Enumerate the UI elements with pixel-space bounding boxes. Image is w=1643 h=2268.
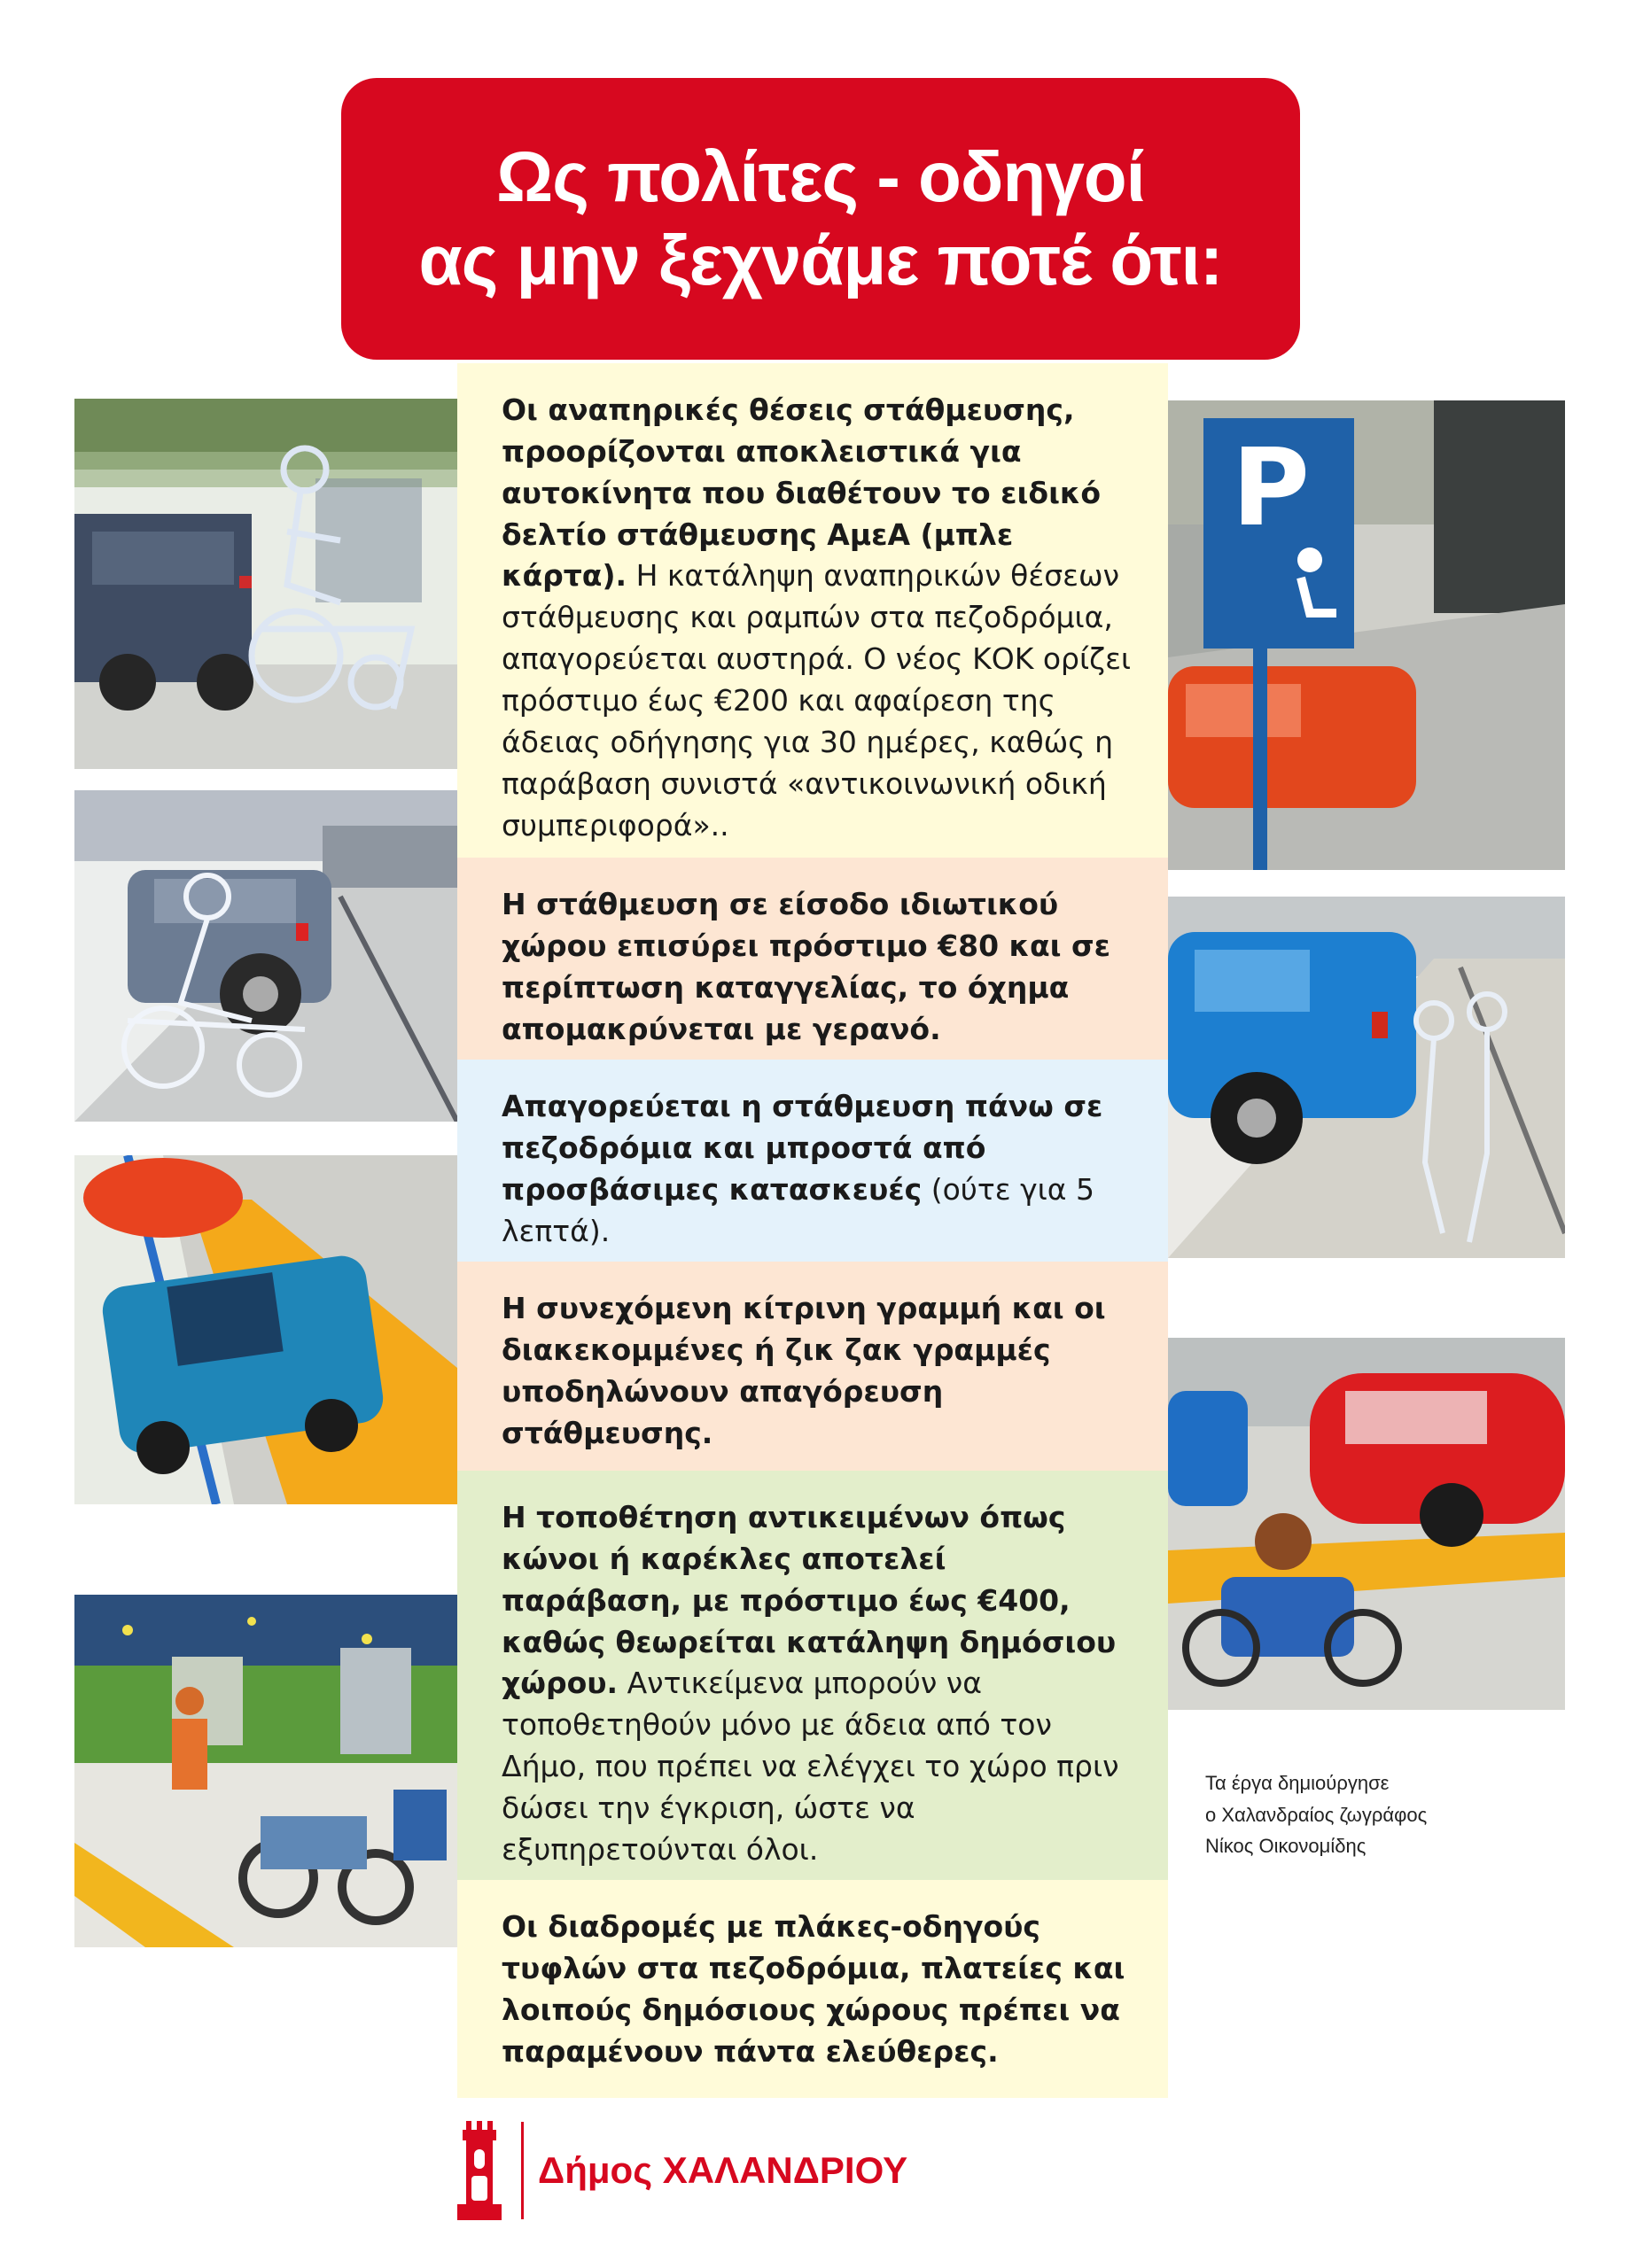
- painting-car-blocking-wheelchair: [74, 790, 457, 1122]
- credit-line-1: Τα έργα δημιούργησε: [1205, 1772, 1390, 1794]
- info-block-tactile-paving: [457, 1880, 1168, 2098]
- title-line-1: Ως πολίτες - οδηγοί: [496, 136, 1145, 216]
- title-line-2: ας μην ξεχνάμε ποτέ ότι:: [418, 221, 1223, 299]
- info-block-bold-text: Η τοποθέτηση αντικειμένων όπως κώνοι ή καρέκλες αποτελεί παράβαση, με πρόστιμο έως €400, καθώς θεωρείται κατάληψη δημόσιου χώρου.: [502, 1500, 1117, 1701]
- info-block-private-entrance: [457, 858, 1168, 1060]
- painting-wheelchair-behind-truck: [74, 399, 457, 769]
- logo-divider: [521, 2122, 524, 2219]
- painting-blue-car-on-sidewalk: [1168, 897, 1565, 1258]
- info-block-bold-text: Οι αναπηρικές θέσεις στάθμευσης, προορίζονται αποκλειστικά για αυτοκίνητα που διαθέτουν το ειδικό δελτίο στάθμευσης ΑμεΑ (μπλε κάρτα).: [502, 392, 1102, 594]
- municipality-logo[interactable]: [454, 2119, 907, 2222]
- info-block-bold-text: Οι διαδρομές με πλάκες-οδηγούς τυφλών στα πεζοδρόμια, πλατείες και λοιπούς δημόσιους χώρους πρέπει να παραμένουν πάντα ελεύθερες.: [502, 1909, 1125, 2069]
- painting-car-on-yellow-line: [74, 1155, 457, 1504]
- info-block-bold-text: Απαγορεύεται η στάθμευση πάνω σε πεζοδρόμια και μπροστά από προσβάσιμες κατασκευές: [502, 1089, 1103, 1207]
- title-banner: [341, 78, 1300, 360]
- info-block-disabled-parking: [457, 363, 1168, 858]
- painting-accessible-parking-sign: [1168, 400, 1565, 870]
- credit-line-2: ο Χαλανδραίος ζωγράφος: [1205, 1803, 1428, 1826]
- artist-credit: [1205, 1767, 1542, 1862]
- info-block-bold-text: Η συνεχόμενη κίτρινη γραμμή και οι διακεκομμένες ή ζικ ζακ γραμμές υποδηλώνουν απαγόρευση στάθμευσης.: [502, 1291, 1106, 1450]
- credit-line-3: Νίκος Οικονομίδης: [1205, 1835, 1367, 1858]
- info-block-text: Αντικείμενα μπορούν να τοποθετηθούν μόνο με άδεια από τον Δήμο, που πρέπει να ελέγχει το χώρο πριν δώσει την έγκριση, ώστε να εξυπηρετούνται όλοι.: [502, 1666, 1119, 1867]
- info-block-text: (ούτε για 5 λεπτά).: [502, 1171, 1095, 1248]
- municipal-tower-emblem-icon: [454, 2121, 505, 2220]
- painting-wheelchair-and-red-car: [1168, 1338, 1565, 1710]
- info-block-yellow-lines: [457, 1262, 1168, 1471]
- painting-pedestrian-square: [74, 1595, 457, 1947]
- info-block-text: Η κατάληψη αναπηρικών θέσεων στάθμευσης και ραμπών στα πεζοδρόμια, απαγορεύεται αυστηρά. Ο νέος ΚΟΚ ορίζει πρόστιμο έως €200 και αφαίρεση της άδειας οδήγησης για 30 ημέρες, καθώς η παράβαση συνιστά «αντικοινωνική οδική συμπεριφορά»..: [502, 558, 1132, 843]
- municipality-name: Δήμος ΧΑΛΑΝΔΡΙΟΥ: [538, 2149, 908, 2191]
- info-block-sidewalk-parking: [457, 1060, 1168, 1262]
- info-block-bold-text: Η στάθμευση σε είσοδο ιδιωτικού χώρου επισύρει πρόστιμο €80 και σε περίπτωση καταγγελίας, το όχημα απομακρύνεται με γερανό.: [502, 887, 1111, 1046]
- info-block-objects-placement: [457, 1471, 1168, 1880]
- svg-text:P: P: [1232, 427, 1310, 550]
